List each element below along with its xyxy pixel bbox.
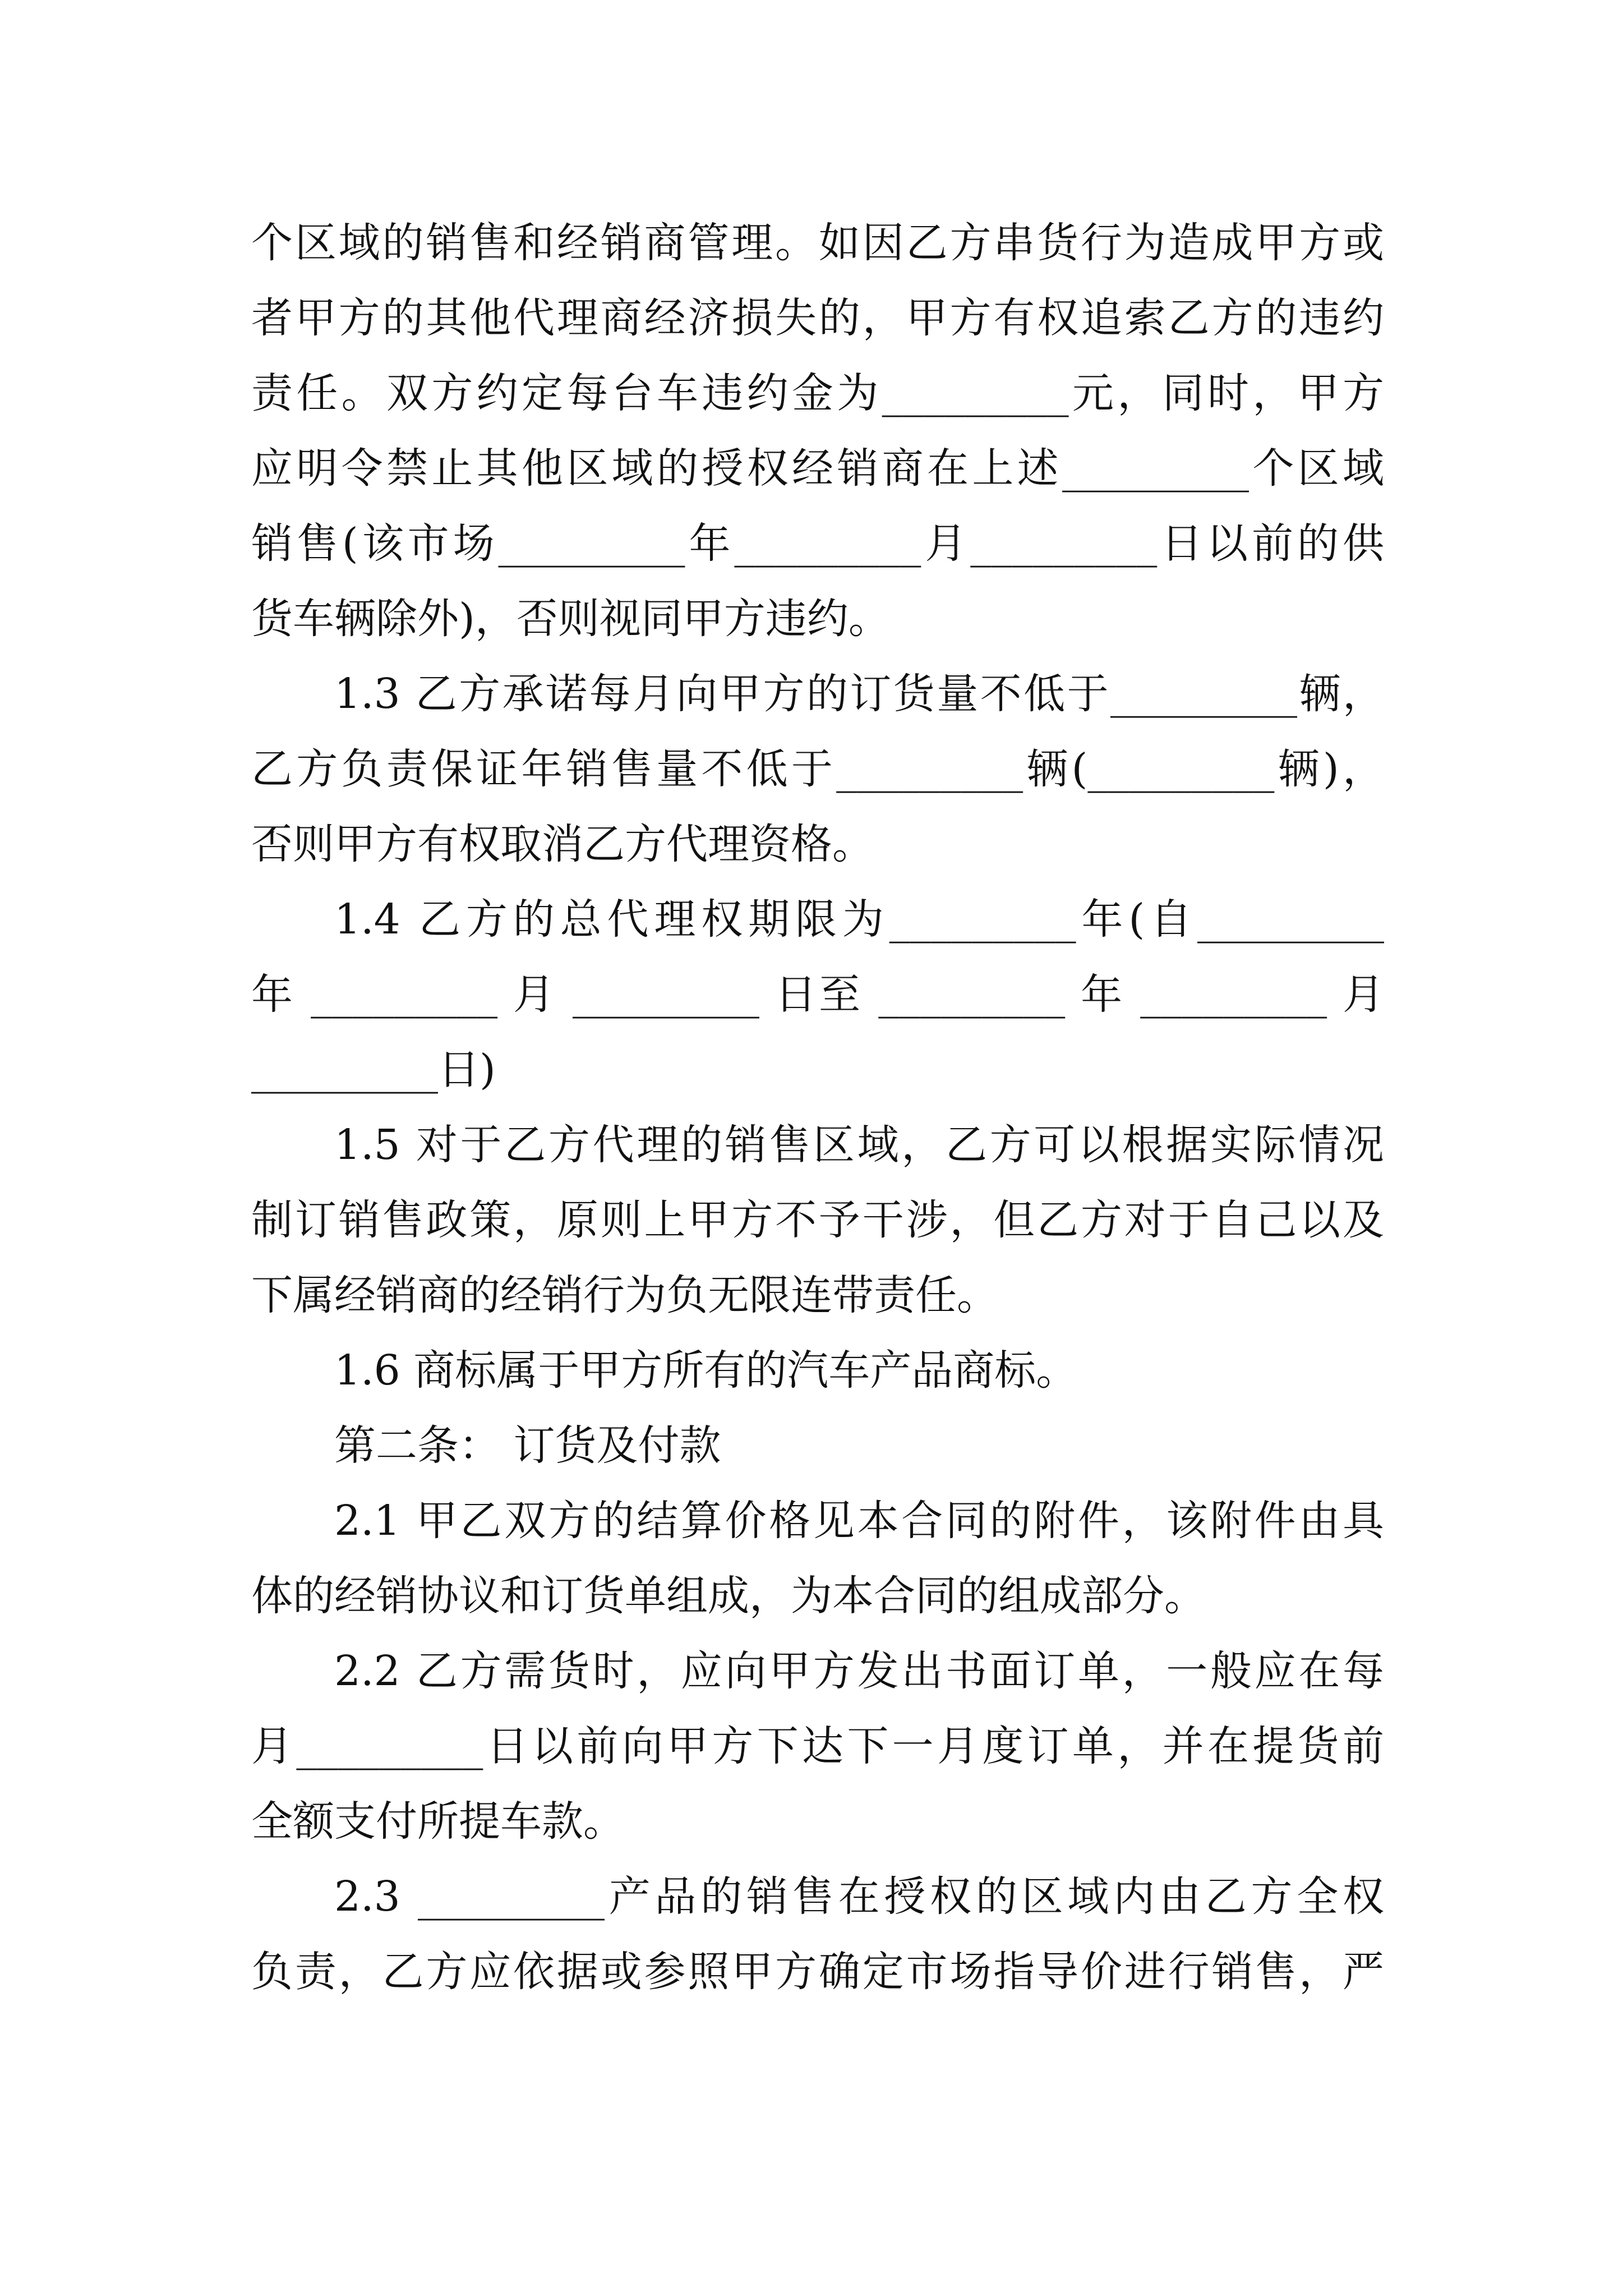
paragraph-line: 责任。双方约定每台车违约金为_________元，同时，甲方 xyxy=(251,369,1384,417)
paragraph-line: _________日) xyxy=(251,1046,496,1094)
paragraph-line: 月_________日以前向甲方下达下一月度订单，并在提货前 xyxy=(251,1722,1384,1770)
clause-1-5: 1.5 对于乙方代理的销售区域，乙方可以根据实际情况 xyxy=(334,1121,1384,1169)
paragraph-line: 制订销售政策，原则上甲方不予干涉，但乙方对于自己以及 xyxy=(251,1196,1384,1244)
paragraph-line: 负责，乙方应依据或参照甲方确定市场指导价进行销售，严 xyxy=(251,1948,1384,1996)
clause-1-6: 1.6 商标属于甲方所有的汽车产品商标。 xyxy=(334,1346,1078,1395)
article-2-heading: 第二条： 订货及付款 xyxy=(334,1421,721,1470)
clause-1-4: 1.4 乙方的总代理权期限为_________年(自_________ xyxy=(334,895,1384,944)
paragraph-line: 货车辆除外)，否则视同甲方违约。 xyxy=(251,595,890,643)
paragraph-line: 全额支付所提车款。 xyxy=(251,1797,625,1846)
clause-1-3: 1.3 乙方承诺每月向甲方的订货量不低于_________辆， xyxy=(334,670,1384,718)
paragraph-line: 体的经销协议和订货单组成，为本合同的组成部分。 xyxy=(251,1572,1206,1620)
paragraph-line: 应明令禁止其他区域的授权经销商在上述_________个区域 xyxy=(251,444,1384,493)
paragraph-line: 乙方负责保证年销售量不低于_________辆(_________辆)， xyxy=(251,745,1384,793)
clause-2-2: 2.2 乙方需货时，应向甲方发出书面订单，一般应在每 xyxy=(334,1647,1384,1695)
paragraph-line: 下属经销商的经销行为负无限连带责任。 xyxy=(251,1271,998,1319)
paragraph-line: 个区域的销售和经销商管理。如因乙方串货行为造成甲方或 xyxy=(251,219,1384,267)
paragraph-line: 年 _________ 月 _________ 日至 _________ 年 _________ 月 xyxy=(251,970,1384,1019)
clause-2-1: 2.1 甲乙双方的结算价格见本合同的附件，该附件由具 xyxy=(334,1497,1384,1545)
clause-2-3: 2.3 _________产品的销售在授权的区域内由乙方全权 xyxy=(334,1872,1384,1921)
paragraph-line: 者甲方的其他代理商经济损失的，甲方有权追索乙方的违约 xyxy=(251,294,1384,342)
paragraph-line: 销售(该市场_________年_________月_________日以前的供 xyxy=(251,519,1384,568)
paragraph-line: 否则甲方有权取消乙方代理资格。 xyxy=(251,820,874,868)
